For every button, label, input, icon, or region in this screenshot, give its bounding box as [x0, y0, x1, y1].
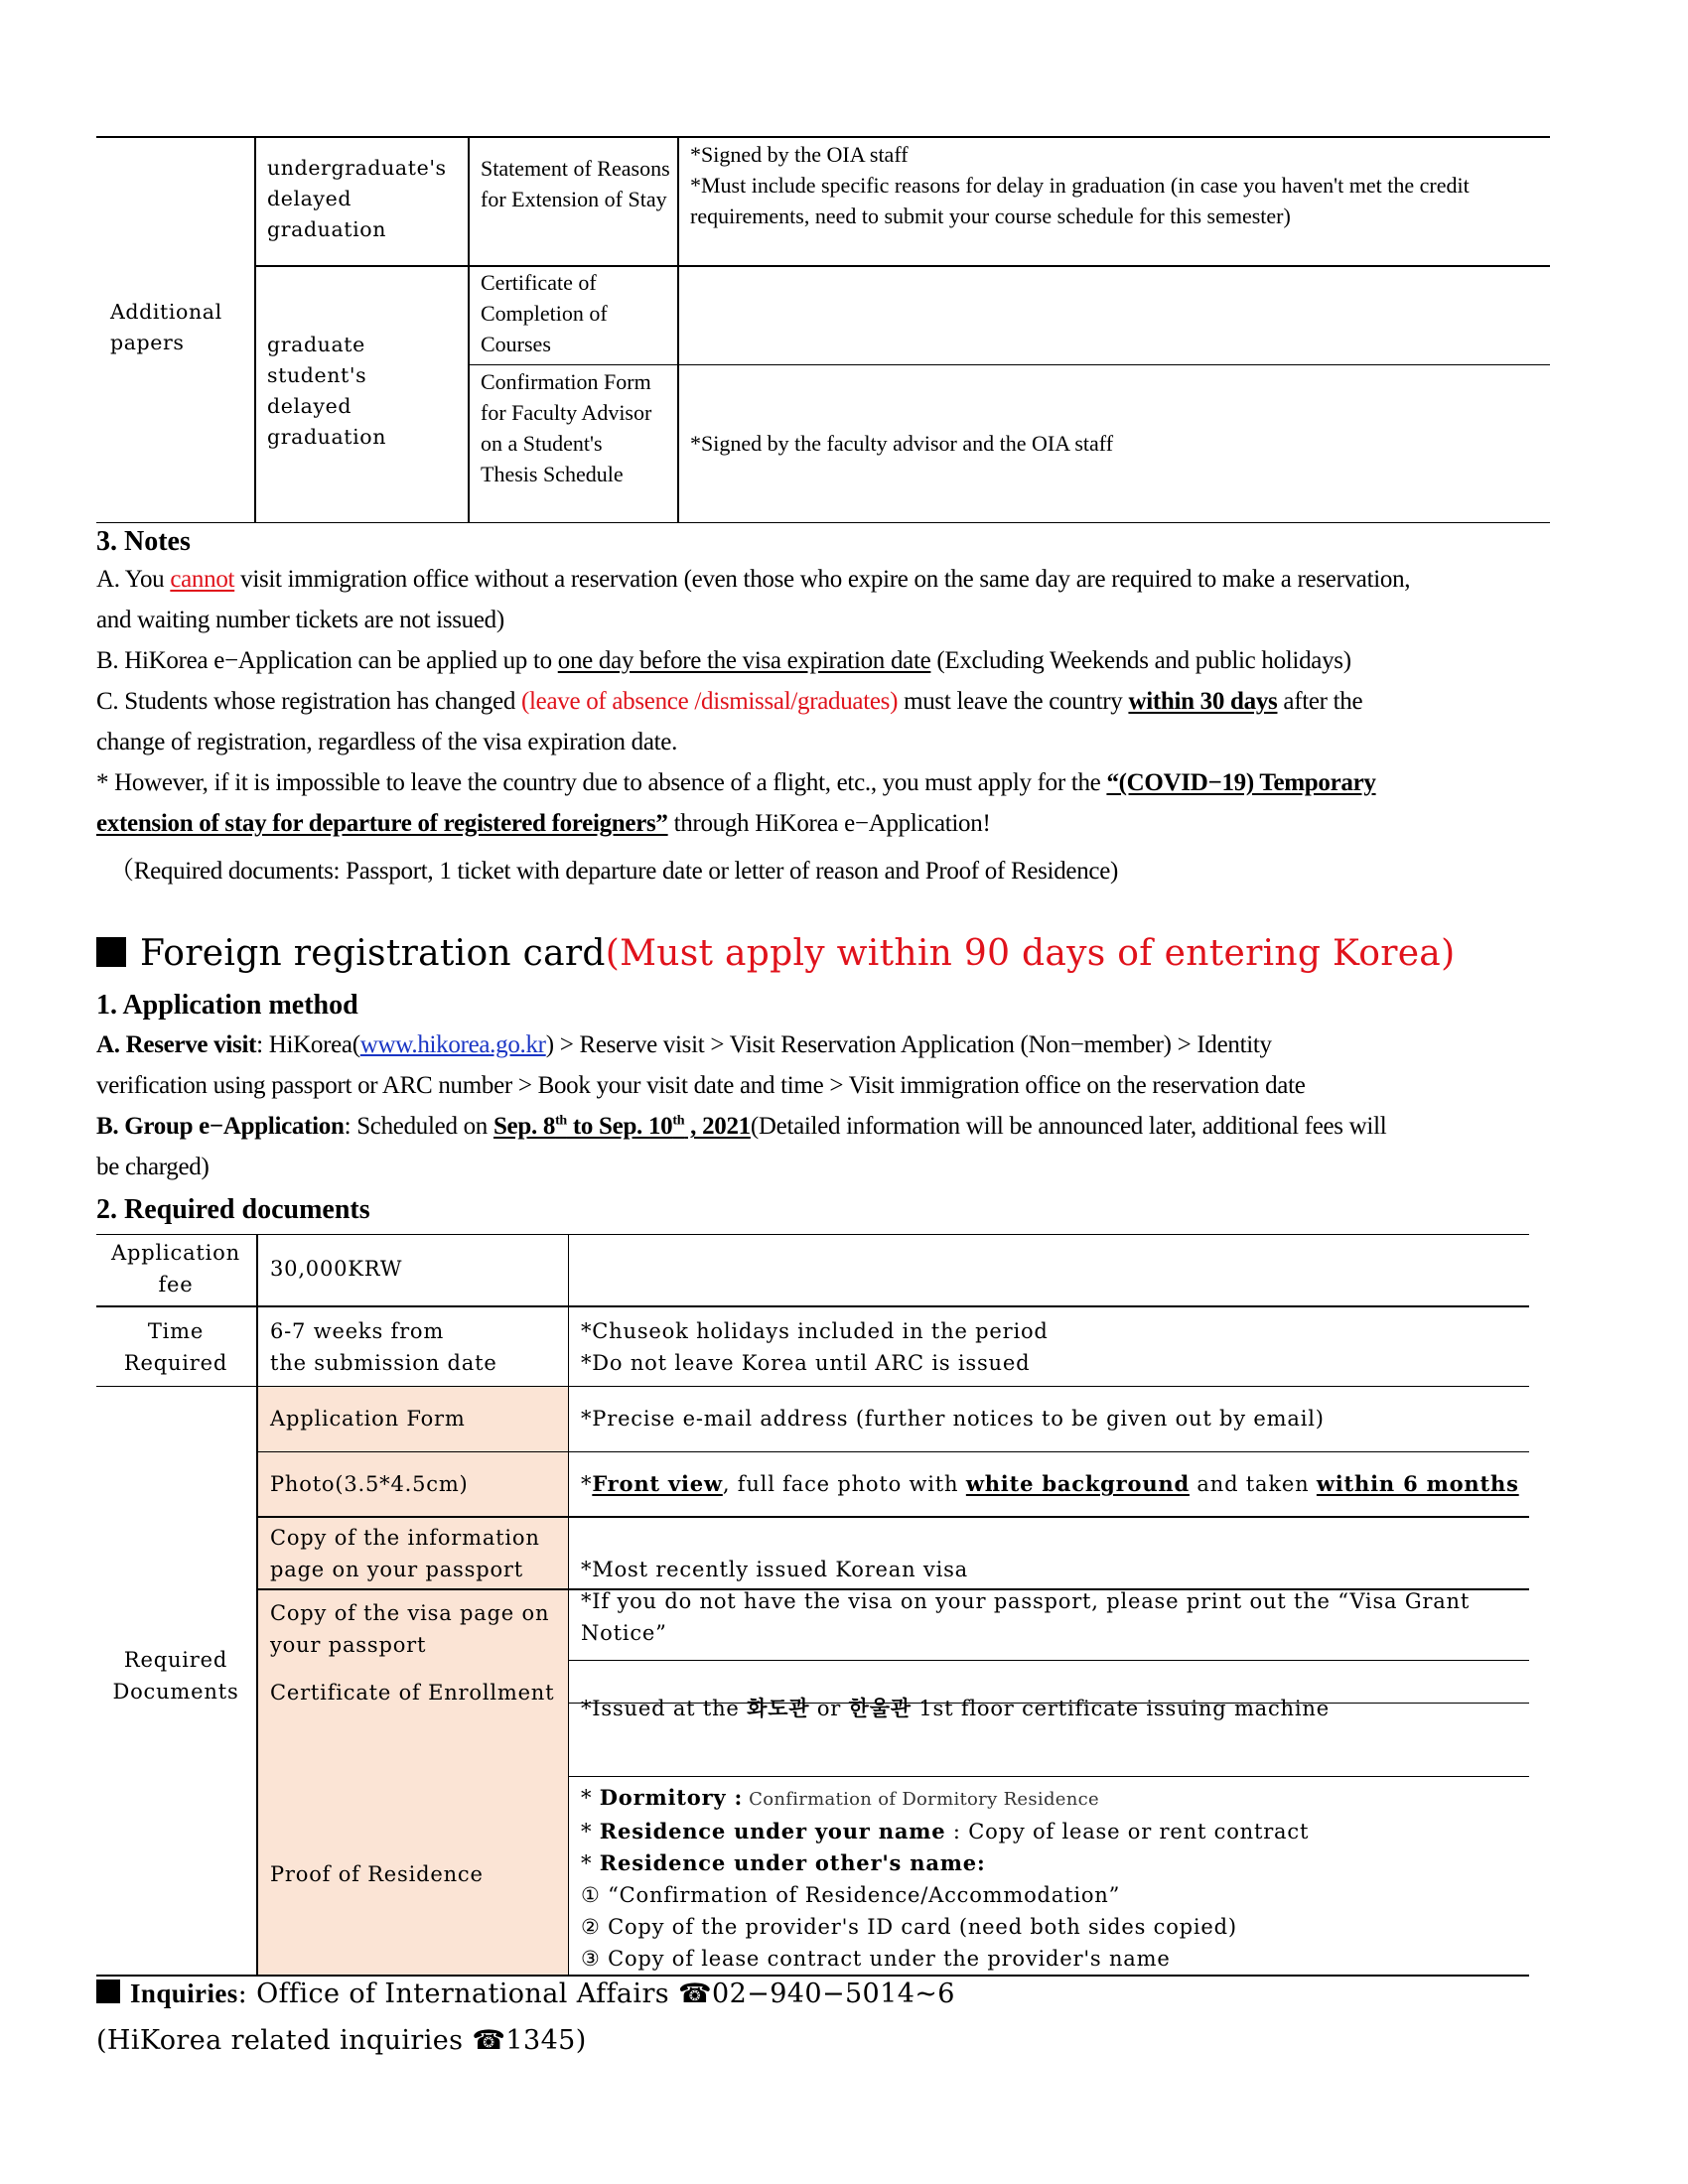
doc-certificate-of-enrollment: Certificate of Enrollment	[270, 1681, 555, 1705]
inquiries-line: Inquiries: Office of International Affairs ☎02−940−5014~6	[96, 1979, 955, 2009]
reserve-visit-line2: verification using passport or ARC number > Book your visit date and time > Visit immigration office on the reservation date	[96, 1072, 1306, 1099]
doc-visa-page: Copy of the visa page on your passport	[270, 1601, 550, 1657]
table-border	[677, 136, 679, 523]
document-confirmation-form: Confirmation Form for Faculty Advisor on a Student's Thesis Schedule	[481, 369, 652, 486]
time-notes: *Chuseok holidays included in the period *Do not leave Korea until ARC is issued	[581, 1319, 1049, 1375]
section-title-registration-card: Foreign registration card(Must apply within 90 days of entering Korea)	[96, 933, 1455, 974]
table-border	[256, 1234, 258, 1977]
note-application-form: *Precise e-mail address (further notices to be given out by email)	[581, 1407, 1325, 1431]
note-proof-of-residence: * Dormitory : Confirmation of Dormitory Residence * Residence under your name : Copy of lease or rent contract * Residence under other's name: ① “Confirmation of Residence/Accommodation” ② Copy of the provider's ID card (need both sides copied) ③ Copy of lease contract under the provider's name	[581, 1785, 1310, 1971]
note-enrollment: *Issued at the 화도관 or 한울관 1st floor certificate issuing machine	[581, 1696, 1330, 1720]
note-a-line2: and waiting number tickets are not issued)	[96, 607, 504, 633]
required-documents-heading: 2. Required documents	[96, 1194, 370, 1225]
table-border	[96, 1975, 1529, 1977]
notes-heading: 3. Notes	[96, 526, 191, 557]
table-border	[568, 1234, 569, 1977]
table-border	[96, 1386, 1529, 1387]
table-border	[254, 265, 1550, 267]
application-method-heading: 1. Application method	[96, 990, 358, 1021]
row-header-additional-papers: Additional papers	[110, 300, 222, 354]
category-undergraduate: undergraduate's delayed graduation	[267, 156, 447, 241]
additional-papers-table	[96, 136, 1550, 523]
note-a-line1: A. You cannot visit immigration office without a reservation (even those who expire on the same day are required to make a reservation,	[96, 566, 1411, 593]
required-documents-label: Required Documents	[112, 1648, 239, 1704]
notes-statement-of-reasons	[690, 139, 1534, 231]
required-documents-table	[96, 1234, 1529, 1977]
group-application-line1: B. Group e−Application: Scheduled on Sep. 8th to Sep. 10th , 2021(Detailed information will be announced later, additional fees will	[96, 1113, 1387, 1140]
document-statement-of-reasons: Statement of Reasons for Extension of Stay	[481, 156, 670, 211]
table-border	[468, 136, 470, 523]
note-however-line1: * However, if it is impossible to leave the country due to absence of a flight, etc., you must apply for the “(COVID−19) Temporary	[96, 769, 1376, 796]
table-border	[257, 1451, 1529, 1452]
fee-label: Application fee	[111, 1241, 240, 1297]
note-required-docs: （Required documents: Passport, 1 ticket with departure date or letter of reason and Proof of Residence)	[109, 858, 1119, 885]
doc-application-form: Application Form	[270, 1407, 466, 1431]
note-photo: *Front view, full face photo with white background and taken within 6 months	[581, 1471, 1519, 1496]
table-border	[568, 1776, 1529, 1777]
doc-photo: Photo(3.5*4.5cm)	[270, 1472, 469, 1496]
document-certificate-of-completion: Certificate of Completion of Courses	[481, 270, 608, 356]
table-border	[568, 1660, 1529, 1661]
note-c-line2: change of registration, regardless of the visa expiration date.	[96, 729, 678, 755]
note-b: B. HiKorea e−Application can be applied up to one day before the visa expiration date (Excluding Weekends and public holidays)	[96, 647, 1351, 674]
table-border	[96, 136, 1550, 138]
table-border	[254, 136, 256, 523]
cannot-highlight: cannot	[170, 566, 235, 593]
time-label: Time Required	[123, 1319, 228, 1375]
table-border	[257, 1516, 1529, 1518]
note-c-line1: C. Students whose registration has changed (leave of absence /dismissal/graduates) must leave the country within 30 days after the	[96, 688, 1363, 715]
doc-proof-of-residence: Proof of Residence	[270, 1862, 484, 1886]
black-square-icon	[96, 937, 126, 967]
fee-value: 30,000KRW	[270, 1257, 403, 1281]
note-line: *Must include specific reasons for delay in graduation (in case you haven't met the credit requirements, need to submit your course schedule for this semester)	[690, 173, 1470, 228]
table-border	[96, 1234, 1529, 1235]
reserve-visit-line1: A. Reserve visit: HiKorea(www.hikorea.go.kr) > Reserve visit > Visit Reservation Application (Non−member) > Identity	[96, 1031, 1272, 1058]
table-border	[96, 1305, 1529, 1307]
hikorea-inquiries-line: (HiKorea related inquiries ☎1345)	[96, 2025, 587, 2056]
time-value: 6-7 weeks from the submission date	[270, 1319, 497, 1375]
group-application-line2: be charged)	[96, 1154, 210, 1180]
table-border	[468, 364, 1550, 365]
table-border	[96, 522, 1550, 523]
black-square-icon	[96, 1979, 120, 2003]
note-line: *Signed by the OIA staff	[690, 142, 909, 167]
group-application-dates: Sep. 8th to Sep. 10th , 2021	[492, 1113, 751, 1140]
category-graduate: graduate student's delayed graduation	[267, 333, 387, 449]
notes-confirmation-form: *Signed by the faculty advisor and the OIA staff	[690, 431, 1114, 456]
hikorea-link[interactable]: www.hikorea.go.kr	[359, 1031, 546, 1058]
note-visa-page: *Most recently issued Korean visa *If you do not have the visa on your passport, please print out the “Visa Grant Notice”	[581, 1558, 1471, 1645]
note-however-line2: extension of stay for departure of registered foreigners” through HiKorea e−Application!	[96, 810, 991, 837]
doc-passport-info-page: Copy of the information page on your passport	[270, 1526, 540, 1581]
